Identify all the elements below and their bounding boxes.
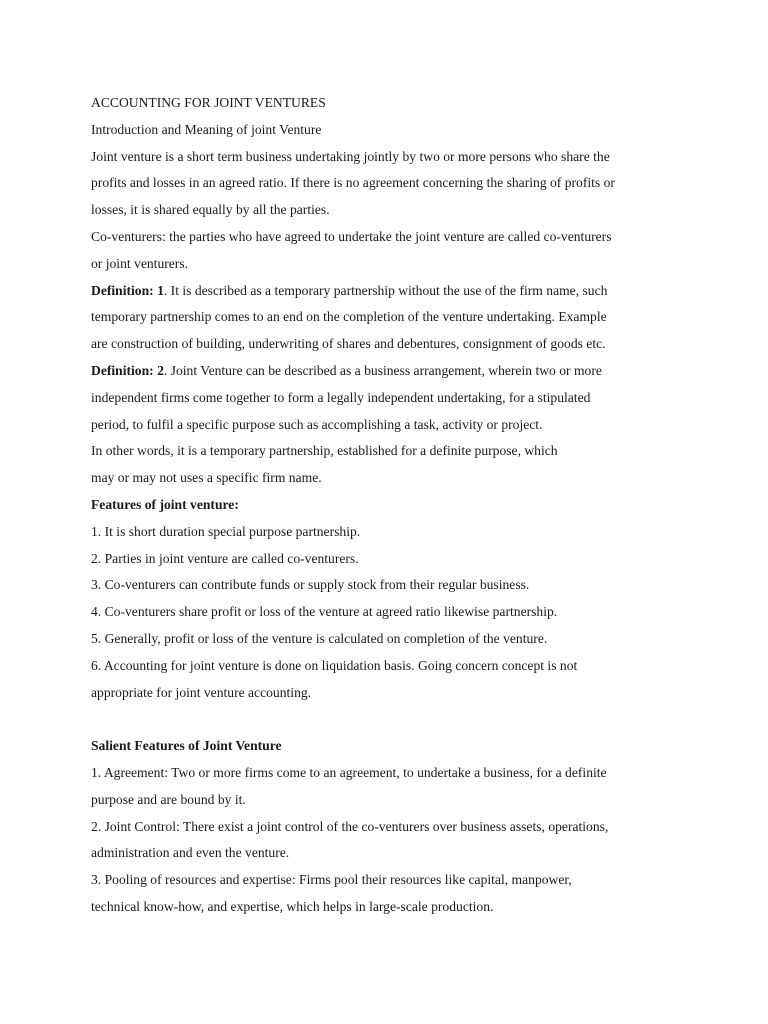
feature-item: 6. Accounting for joint venture is done on liquidation basis. Going concern concept is not xyxy=(91,657,578,673)
salient-item: administration and even the venture. xyxy=(91,845,290,861)
salient-heading: Salient Features of Joint Venture xyxy=(91,738,282,754)
coventurers-line: or joint venturers. xyxy=(91,255,189,271)
definition-2-line: independent firms come together to form a legally independent undertaking, for a stipulated xyxy=(91,389,591,405)
intro-line: losses, it is shared equally by all the parties. xyxy=(91,202,330,218)
other-words-line: may or may not uses a specific firm name. xyxy=(91,470,322,486)
document-title: ACCOUNTING FOR JOINT VENTURES xyxy=(91,95,326,110)
features-heading: Features of joint venture: xyxy=(91,496,239,512)
coventurers-line: Co-venturers: the parties who have agreed to undertake the joint venture are called co-venturers xyxy=(91,228,612,244)
intro-heading: Introduction and Meaning of joint Venture xyxy=(91,121,322,137)
salient-item: 2. Joint Control: There exist a joint control of the co-venturers over business assets, operations, xyxy=(91,818,609,834)
feature-item: 5. Generally, profit or loss of the venture is calculated on completion of the venture. xyxy=(91,630,548,646)
intro-line: Joint venture is a short term business undertaking jointly by two or more persons who share the xyxy=(91,148,610,164)
definition-1-line: are construction of building, underwriting of shares and debentures, consignment of goods etc. xyxy=(91,336,606,352)
intro-line: profits and losses in an agreed ratio. If there is no agreement concerning the sharing of profits or xyxy=(91,175,615,191)
blank-line xyxy=(91,706,691,733)
feature-item: 4. Co-venturers share profit or loss of the venture at agreed ratio likewise partnership. xyxy=(91,604,558,620)
feature-item: appropriate for joint venture accounting. xyxy=(91,684,312,700)
document-page xyxy=(91,90,691,921)
definition-2-line xyxy=(91,358,691,385)
salient-item: 1. Agreement: Two or more firms come to an agreement, to undertake a business, for a definite xyxy=(91,764,607,780)
feature-item: 2. Parties in joint venture are called co-venturers. xyxy=(91,550,359,566)
definition-2-line: period, to fulfil a specific purpose such as accomplishing a task, activity or project. xyxy=(91,416,543,432)
definition-2-text: . Joint Venture can be described as a business arrangement, wherein two or more xyxy=(163,362,602,378)
salient-item: purpose and are bound by it. xyxy=(91,791,246,807)
other-words-line: In other words, it is a temporary partnership, established for a definite purpose, which xyxy=(91,443,558,459)
feature-item: 3. Co-venturers can contribute funds or supply stock from their regular business. xyxy=(91,577,530,593)
definition-1-line xyxy=(91,278,691,305)
feature-item: 1. It is short duration special purpose partnership. xyxy=(91,523,361,539)
definition-1-text: . It is described as a temporary partnership without the use of the firm name, such xyxy=(163,282,608,298)
definition-1-line: temporary partnership comes to an end on the completion of the venture undertaking. Example xyxy=(91,309,607,325)
definition-1-label: Definition: 1 xyxy=(91,282,164,298)
salient-item: 3. Pooling of resources and expertise: Firms pool their resources like capital, manpower, xyxy=(91,872,572,888)
definition-2-label: Definition: 2 xyxy=(91,362,164,378)
salient-item: technical know-how, and expertise, which helps in large-scale production. xyxy=(91,898,494,914)
